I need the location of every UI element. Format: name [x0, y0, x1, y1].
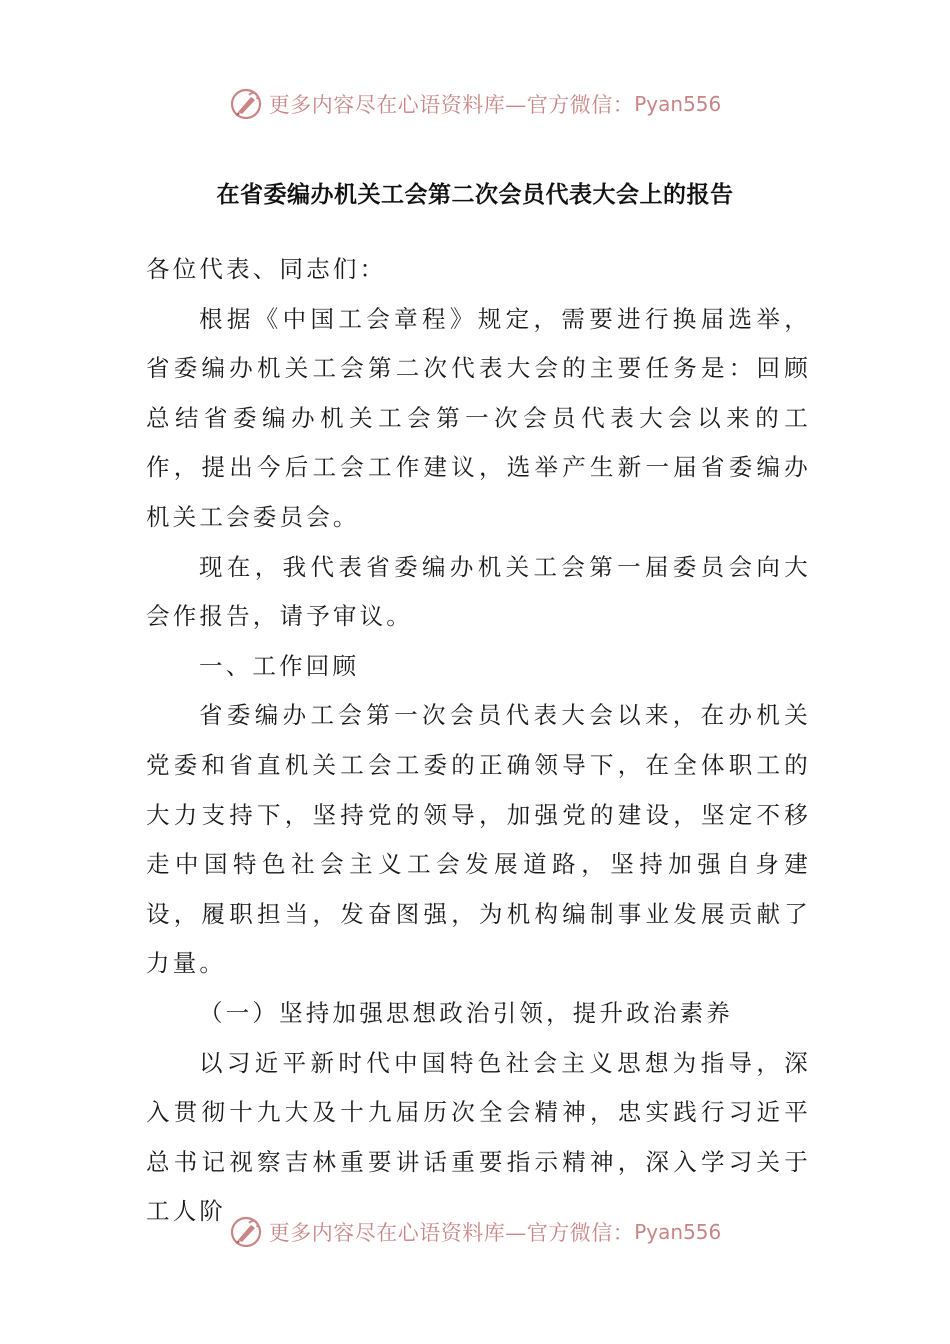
paragraph: 省委编办工会第一次会员代表大会以来，在办机关党委和省直机关工会工委的正确领导下，在全体职工的大力支持下，坚持党的领导，加强党的建设，坚定不移走中国特色社会主义工会发展道路，坚持加强自身建设，履职担当，发奋图强，为机构编制事业发展贡献了力量。	[146, 701, 811, 978]
document-body	[146, 245, 811, 1237]
paragraph: 根据《中国工会章程》规定，需要进行换届选举，省委编办机关工会第二次代表大会的主要任务是：回顾总结省委编办机关工会第一次会员代表大会以来的工作，提出今后工会工作建议，选举产生新一届省委编办机关工会委员会。	[146, 304, 811, 531]
paragraph: 以习近平新时代中国特色社会主义思想为指导，深入贯彻十九大及十九届历次全会精神，忠实践行习近平总书记视察吉林重要讲话重要指示精神，深入学习关于工人阶	[146, 1048, 811, 1226]
section-heading: 一、工作回顾	[199, 651, 360, 680]
watermark-text: 更多内容尽在心语资料库—官方微信：	[268, 1221, 635, 1245]
watermark-text: 更多内容尽在心语资料库—官方微信：	[268, 93, 635, 117]
watermark-id: Pyan556	[634, 92, 722, 116]
document-title: 在省委编办机关工会第二次会员代表大会上的报告	[216, 181, 734, 208]
salutation: 各位代表、同志们：	[146, 255, 387, 283]
watermark-id: Pyan556	[634, 1220, 722, 1244]
subsection-heading: （一）坚持加强思想政治引领，提升政治素养	[199, 998, 733, 1027]
pen-logo-icon	[229, 87, 263, 121]
pen-logo-icon	[229, 1215, 263, 1249]
watermark-header	[0, 84, 950, 124]
paragraph: 现在，我代表省委编办机关工会第一届委员会向大会作报告，请予审议。	[146, 552, 811, 631]
watermark-footer	[0, 1212, 950, 1252]
